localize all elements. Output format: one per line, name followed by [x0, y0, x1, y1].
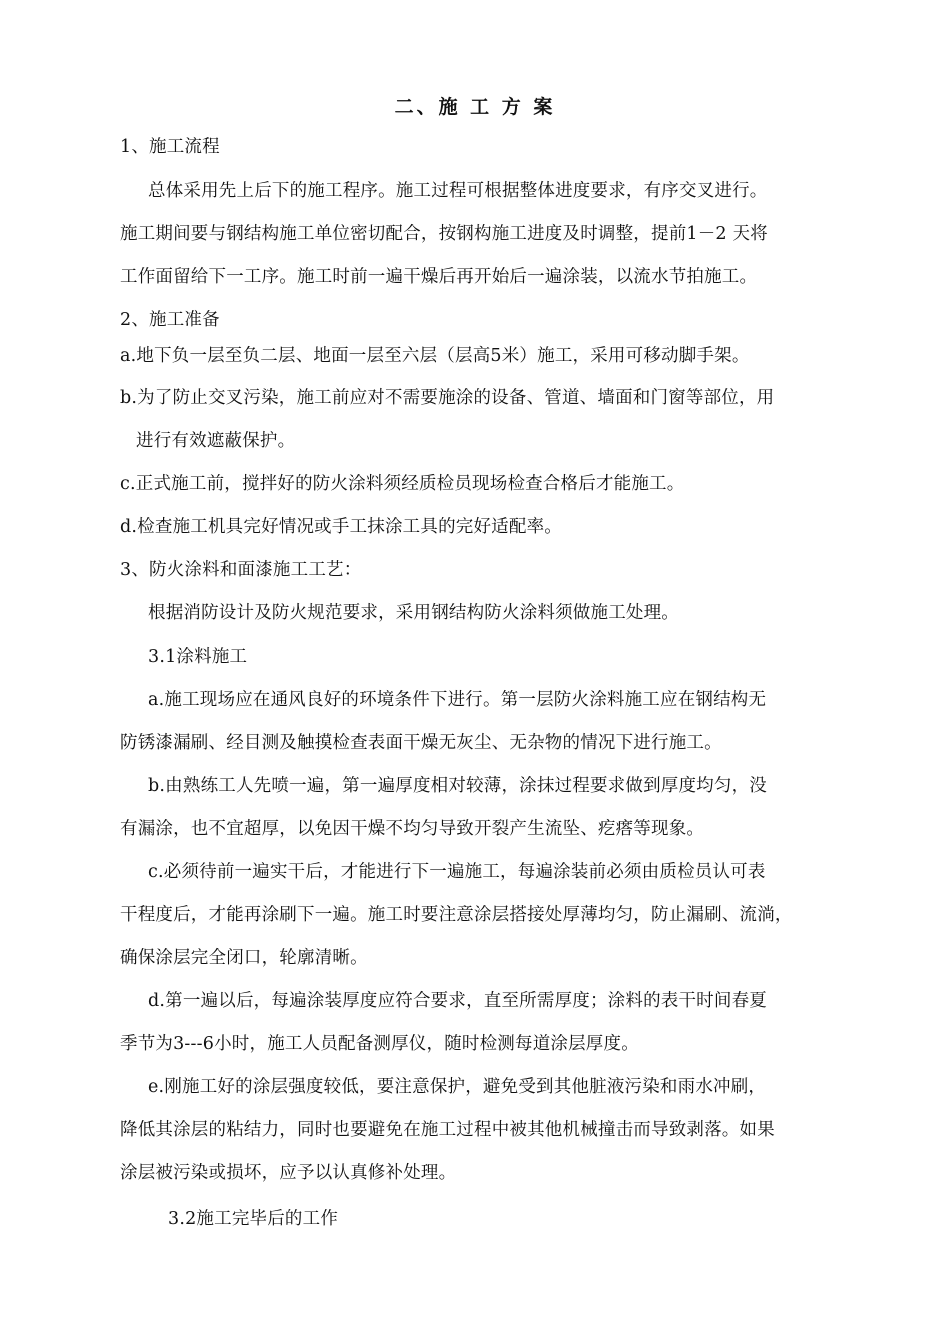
paragraph-line: 施工期间要与钢结构施工单位密切配合，按钢构施工进度及时调整，提前1－2 天将	[120, 224, 768, 244]
paragraph-item-b: b.由熟练工人先喷一遍，第一遍厚度相对较薄，涂抹过程要求做到厚度均匀，没	[148, 776, 767, 796]
paragraph-line: 确保涂层完全闭口，轮廓清晰。	[120, 948, 368, 968]
list-item-b: b.为了防止交叉污染，施工前应对不需要施涂的设备、管道、墙面和门窗等部位，用	[120, 388, 775, 408]
list-item-a: a.地下负一层至负二层、地面一层至六层（层高5米）施工，采用可移动脚手架。	[120, 346, 750, 366]
paragraph-item-a: a.施工现场应在通风良好的环境条件下进行。第一层防火涂料施工应在钢结构无	[148, 690, 767, 710]
paragraph-line: 根据消防设计及防火规范要求，采用钢结构防火涂料须做施工处理。	[148, 603, 679, 623]
list-item-c: c.正式施工前，搅拌好的防火涂料须经质检员现场检查合格后才能施工。	[120, 474, 685, 494]
page-title: 二、施 工 方 案	[394, 96, 556, 118]
paragraph-line: 季节为3---6小时，施工人员配备测厚仪，随时检测每道涂层厚度。	[120, 1034, 639, 1054]
paragraph-line: 干程度后，才能再涂刷下一遍。施工时要注意涂层搭接处厚薄均匀，防止漏刷、流淌，	[120, 905, 793, 925]
paragraph-line: 有漏涂，也不宜超厚，以免因干燥不均匀导致开裂产生流坠、疙瘩等现象。	[120, 819, 705, 839]
paragraph-item-c: c.必须待前一遍实干后，才能进行下一遍施工，每遍涂装前必须由质检员认可表	[148, 862, 766, 882]
paragraph-line: 工作面留给下一工序。施工时前一遍干燥后再开始后一遍涂装，以流水节拍施工。	[120, 267, 758, 287]
subsection-heading-3-1: 3.1涂料施工	[148, 647, 248, 667]
paragraph-item-e: e.刚施工好的涂层强度较低，要注意保护，避免受到其他脏液污染和雨水冲刷，	[148, 1077, 767, 1097]
list-item-d: d.检查施工机具完好情况或手工抹涂工具的完好适配率。	[120, 517, 562, 537]
section-heading-3: 3、防火涂料和面漆施工工艺：	[120, 560, 362, 580]
paragraph-line: 防锈漆漏刷、经目测及触摸检查表面干燥无灰尘、无杂物的情况下进行施工。	[120, 733, 722, 753]
list-item-b-continued: 进行有效遮蔽保护。	[136, 431, 296, 451]
paragraph-line: 涂层被污染或损坏，应予以认真修补处理。	[120, 1163, 457, 1183]
paragraph-item-d: d.第一遍以后，每遍涂装厚度应符合要求，直至所需厚度；涂料的表干时间春夏	[148, 991, 767, 1011]
section-heading-2: 2、施工准备	[120, 310, 220, 330]
section-heading-1: 1、施工流程	[120, 137, 220, 157]
subsection-heading-3-2: 3.2施工完毕后的工作	[168, 1209, 339, 1229]
paragraph-line: 总体采用先上后下的施工程序。施工过程可根据整体进度要求，有序交叉进行。	[148, 181, 768, 201]
paragraph-line: 降低其涂层的粘结力，同时也要避免在施工过程中被其他机械撞击而导致剥落。如果	[120, 1120, 775, 1140]
